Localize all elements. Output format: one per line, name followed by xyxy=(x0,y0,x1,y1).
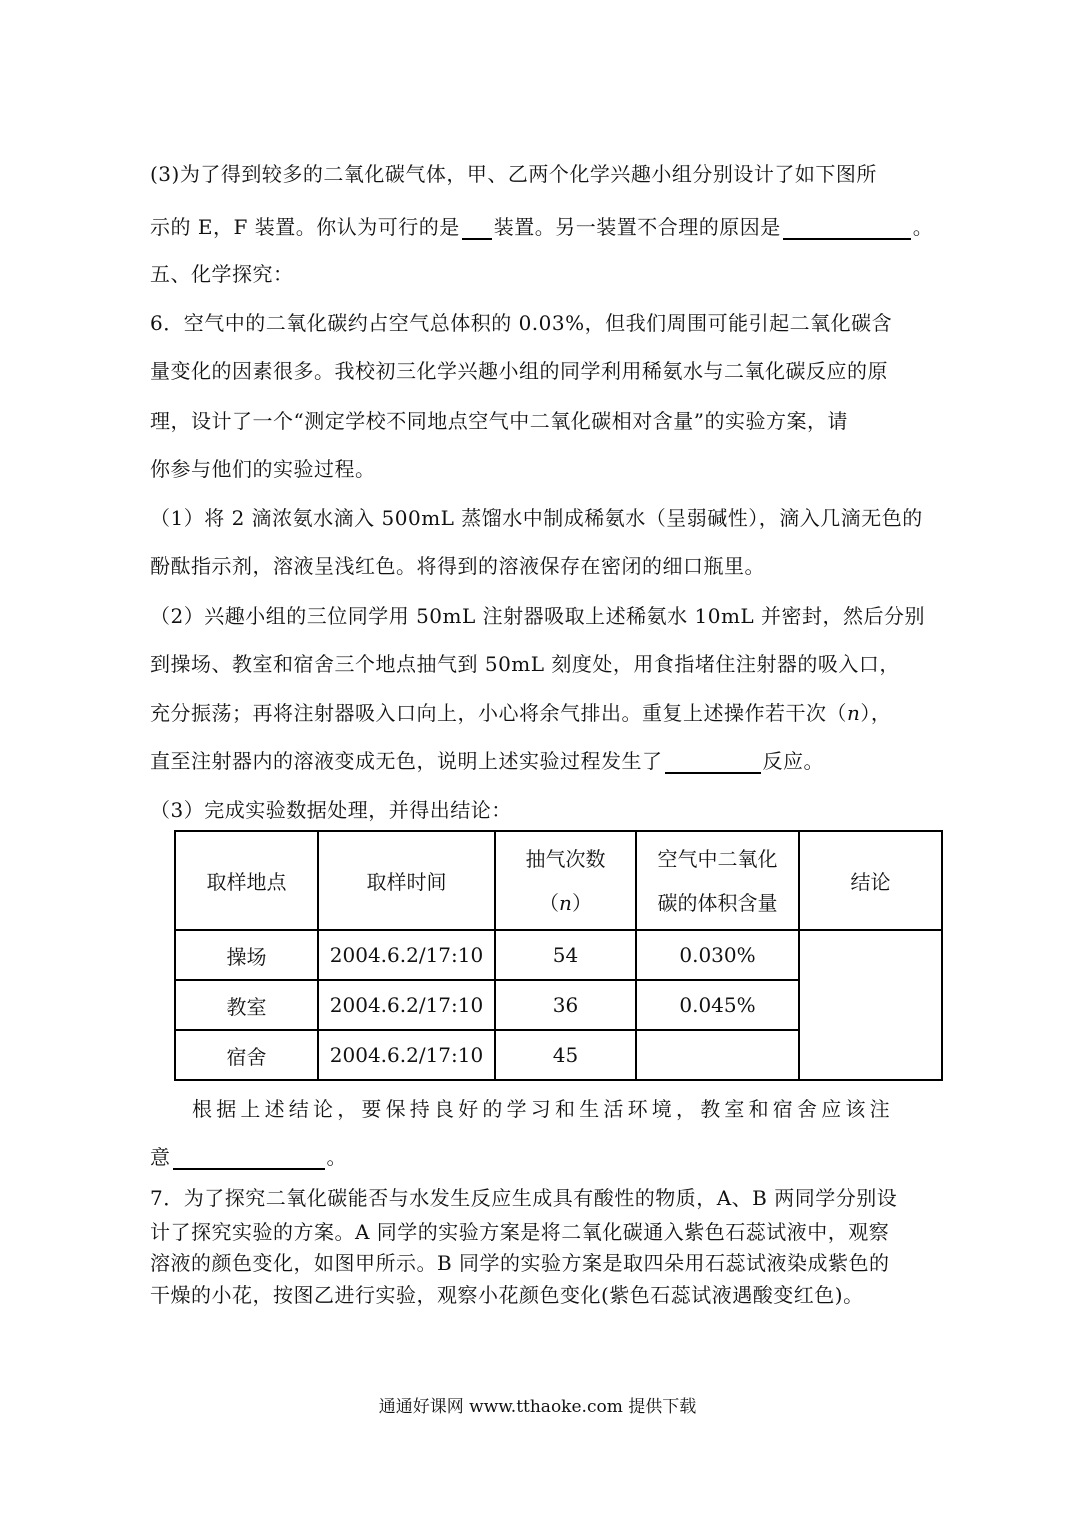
step3-line: （3）完成实验数据处理，并得出结论： xyxy=(150,798,512,822)
header-count-paren-open: （ xyxy=(539,890,560,915)
table-row xyxy=(175,930,942,980)
step2-line-1: （2）兴趣小组的三位同学用 50mL 注射器吸取上述稀氨水 10mL 并密封，然后分别 xyxy=(150,604,926,628)
step2-line-2: 到操场、教室和宿舍三个地点抽气到 50mL 刻度处，用食指堵住注射器的吸入口， xyxy=(150,652,900,676)
q3-text-a: 示的 E，F 装置。你认为可行的是 xyxy=(150,215,460,239)
cell-co2-answer[interactable] xyxy=(636,1030,799,1080)
q7-line-4: 干燥的小花，按图乙进行实验，观察小花颜色变化(紫色石蕊试液遇酸变红色)。 xyxy=(150,1283,864,1307)
cell-time: 2004.6.2/17:10 xyxy=(318,980,495,1030)
q6-line-4: 你参与他们的实验过程。 xyxy=(150,457,376,481)
step2-text-a: 充分振荡；再将注射器吸入口向上，小心将余气排出。重复上述操作若干次（ xyxy=(150,701,847,725)
variable-n: n xyxy=(847,701,861,725)
header-co2-line2: 碳的体积含量 xyxy=(657,890,778,915)
cell-time: 2004.6.2/17:10 xyxy=(318,1030,495,1080)
section-heading: 五、化学探究： xyxy=(150,262,294,286)
step2-text-d: 反应。 xyxy=(762,749,824,773)
answer-blank-device[interactable] xyxy=(462,216,492,240)
q7-line-1: 7．为了探究二氧化碳能否与水发生反应生成具有酸性的物质，A、B 两同学分别设 xyxy=(150,1186,898,1210)
cell-location: 操场 xyxy=(175,930,318,980)
header-co2 xyxy=(636,831,799,930)
step1-line-2: 酚酞指示剂，溶液呈浅红色。将得到的溶液保存在密闭的细口瓶里。 xyxy=(150,554,765,578)
cell-time: 2004.6.2/17:10 xyxy=(318,930,495,980)
q7-line-2: 计了探究实验的方案。A 同学的实验方案是将二氧化碳通入紫色石蕊试液中，观察 xyxy=(150,1220,890,1244)
header-count-paren-close: ） xyxy=(571,890,592,915)
advice-line-1: 根据上述结论，要保持良好的学习和生活环境，教室和宿舍应该注 xyxy=(192,1097,894,1121)
header-time: 取样时间 xyxy=(318,831,495,930)
header-conclusion: 结论 xyxy=(799,831,942,930)
q3-text-c: 。 xyxy=(912,215,934,239)
advice-line-2 xyxy=(150,1141,930,1170)
table-header-row xyxy=(175,831,942,930)
step2-text-c: 直至注射器内的溶液变成无色，说明上述实验过程发生了 xyxy=(150,749,663,773)
cell-co2: 0.045% xyxy=(636,980,799,1030)
header-count xyxy=(495,831,636,930)
step1-line-1: （1）将 2 滴浓氨水滴入 500mL 蒸馏水中制成稀氨水（呈弱碱性），滴入几滴无色的 xyxy=(150,506,923,530)
q6-line-3: 理，设计了一个“测定学校不同地点空气中二氧化碳相对含量”的实验方案，请 xyxy=(150,409,848,433)
q3-text-b: 装置。另一装置不合理的原因是 xyxy=(493,215,781,239)
step2-line-4 xyxy=(150,745,930,774)
step2-text-b: ）， xyxy=(860,701,892,725)
header-co2-line1: 空气中二氧化 xyxy=(657,846,778,871)
header-count-n: n xyxy=(559,890,572,915)
advice-text-a: 意 xyxy=(150,1145,171,1169)
cell-location: 教室 xyxy=(175,980,318,1030)
advice-text-b: 。 xyxy=(326,1145,347,1169)
q3-line-2 xyxy=(150,211,934,240)
cell-count: 36 xyxy=(495,980,636,1030)
header-count-line1: 抽气次数 xyxy=(525,846,606,871)
cell-count: 45 xyxy=(495,1030,636,1080)
cell-co2: 0.030% xyxy=(636,930,799,980)
answer-blank-reason[interactable] xyxy=(783,216,911,240)
q6-line-1: 6．空气中的二氧化碳约占空气总体积的 0.03%，但我们周围可能引起二氧化碳含 xyxy=(150,311,893,335)
cell-conclusion-answer[interactable] xyxy=(799,930,942,1080)
q6-line-2: 量变化的因素很多。我校初三化学兴趣小组的同学利用稀氨水与二氧化碳反应的原 xyxy=(150,359,888,383)
page-footer: 通通好课网 www.tthaoke.com 提供下载 xyxy=(378,1397,697,1417)
cell-count: 54 xyxy=(495,930,636,980)
cell-location: 宿舍 xyxy=(175,1030,318,1080)
step2-line-3 xyxy=(150,697,930,726)
answer-blank-reaction[interactable] xyxy=(665,750,761,774)
q3-line-1: (3)为了得到较多的二氧化碳气体，甲、乙两个化学兴趣小组分别设计了如下图所 xyxy=(150,162,877,186)
data-table xyxy=(174,830,943,1081)
q7-line-3: 溶液的颜色变化，如图甲所示。B 同学的实验方案是取四朵用石蕊试液染成紫色的 xyxy=(150,1251,890,1275)
header-location: 取样地点 xyxy=(175,831,318,930)
answer-blank-advice[interactable] xyxy=(173,1146,325,1170)
